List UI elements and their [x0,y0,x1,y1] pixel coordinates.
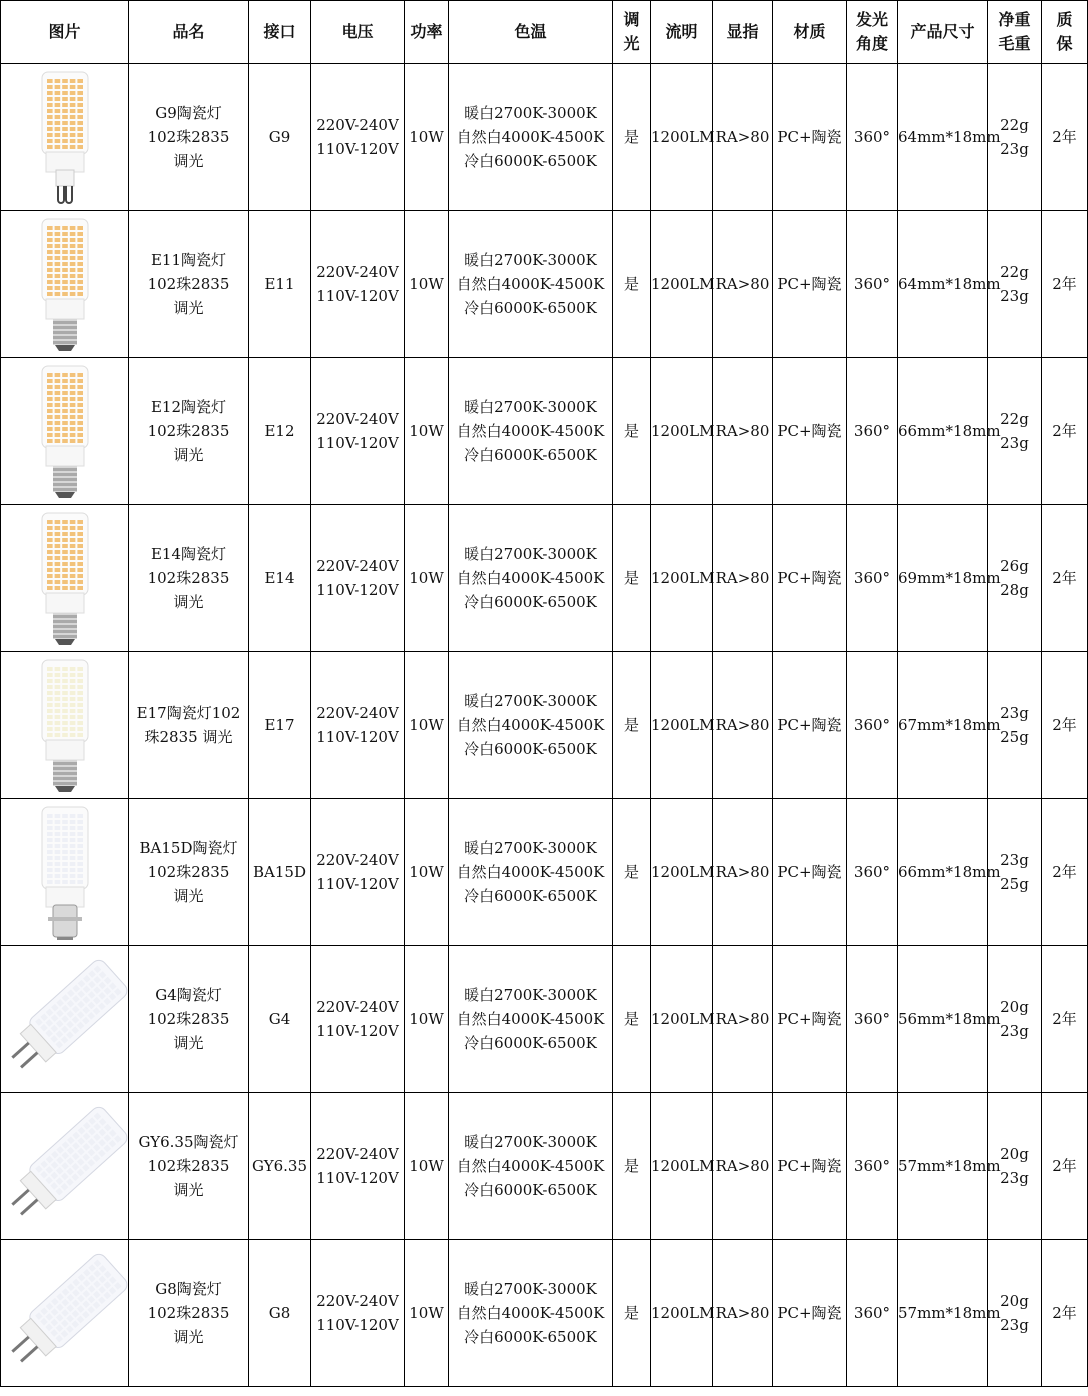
table-row [1,505,1088,652]
header-cct: 色温 [449,1,613,64]
cell-material: PC+陶瓷 [773,1240,847,1387]
cell-dim: 是 [613,211,651,358]
cell-warranty: 2年 [1042,1240,1088,1387]
cell-cri: RA>80 [713,799,773,946]
cell-image [1,358,129,505]
table-row [1,358,1088,505]
table-row [1,1240,1088,1387]
cell-base: G4 [249,946,311,1093]
cell-power: 10W [405,1093,449,1240]
cell-dim: 是 [613,1240,651,1387]
cell-warranty: 2年 [1042,652,1088,799]
cell-angle: 360° [847,358,898,505]
cell-power: 10W [405,64,449,211]
cell-dim: 是 [613,799,651,946]
cell-lumen: 1200LM [651,652,713,799]
cell-dim: 是 [613,946,651,1093]
g4-ceramic-bulb-icon [2,946,128,1092]
cell-cct: 暖白2700K-3000K 自然白4000K-4500K 冷白6000K-6500K [449,946,613,1093]
cell-warranty: 2年 [1042,505,1088,652]
header-dim: 调 光 [613,1,651,64]
cell-name: E11陶瓷灯 102珠2835 调光 [129,211,249,358]
table-row [1,799,1088,946]
cell-dim: 是 [613,505,651,652]
cell-warranty: 2年 [1042,946,1088,1093]
cell-base: G8 [249,1240,311,1387]
table-row [1,64,1088,211]
cell-cct: 暖白2700K-3000K 自然白4000K-4500K 冷白6000K-6500K [449,1093,613,1240]
cell-size: 57mm*18mm [898,1093,988,1240]
cell-voltage: 220V-240V 110V-120V [311,358,405,505]
cell-cct: 暖白2700K-3000K 自然白4000K-4500K 冷白6000K-6500K [449,211,613,358]
cell-lumen: 1200LM [651,799,713,946]
cell-voltage: 220V-240V 110V-120V [311,799,405,946]
gy635-ceramic-bulb-icon [2,1093,128,1239]
e17-ceramic-bulb-icon [2,652,128,798]
cell-voltage: 220V-240V 110V-120V [311,946,405,1093]
cell-cri: RA>80 [713,652,773,799]
table-row [1,946,1088,1093]
cell-name: BA15D陶瓷灯 102珠2835 调光 [129,799,249,946]
cell-weight: 22g 23g [988,211,1042,358]
cell-base: G9 [249,64,311,211]
cell-base: E11 [249,211,311,358]
cell-angle: 360° [847,64,898,211]
cell-voltage: 220V-240V 110V-120V [311,652,405,799]
cell-warranty: 2年 [1042,64,1088,211]
cell-base: E14 [249,505,311,652]
cell-voltage: 220V-240V 110V-120V [311,211,405,358]
cell-warranty: 2年 [1042,358,1088,505]
cell-size: 69mm*18mm [898,505,988,652]
e14-ceramic-bulb-icon [2,505,128,651]
cell-cct: 暖白2700K-3000K 自然白4000K-4500K 冷白6000K-6500K [449,64,613,211]
cell-cct: 暖白2700K-3000K 自然白4000K-4500K 冷白6000K-6500K [449,799,613,946]
cell-power: 10W [405,799,449,946]
cell-cri: RA>80 [713,64,773,211]
header-row [1,1,1088,64]
cell-material: PC+陶瓷 [773,946,847,1093]
cell-size: 57mm*18mm [898,1240,988,1387]
cell-warranty: 2年 [1042,211,1088,358]
cell-size: 66mm*18mm [898,358,988,505]
cell-name: E17陶瓷灯102 珠2835 调光 [129,652,249,799]
ba15d-ceramic-bulb-icon [2,799,128,945]
cell-warranty: 2年 [1042,1093,1088,1240]
cell-power: 10W [405,211,449,358]
cell-weight: 20g 23g [988,946,1042,1093]
cell-material: PC+陶瓷 [773,211,847,358]
cell-cct: 暖白2700K-3000K 自然白4000K-4500K 冷白6000K-6500K [449,652,613,799]
cell-angle: 360° [847,1093,898,1240]
cell-size: 67mm*18mm [898,652,988,799]
cell-name: G9陶瓷灯 102珠2835 调光 [129,64,249,211]
cell-dim: 是 [613,1093,651,1240]
cell-image [1,505,129,652]
cell-base: GY6.35 [249,1093,311,1240]
cell-material: PC+陶瓷 [773,799,847,946]
cell-lumen: 1200LM [651,211,713,358]
header-warranty: 质 保 [1042,1,1088,64]
cell-voltage: 220V-240V 110V-120V [311,505,405,652]
header-material: 材质 [773,1,847,64]
e11-ceramic-bulb-icon [2,211,128,357]
cell-base: E12 [249,358,311,505]
cell-material: PC+陶瓷 [773,652,847,799]
cell-size: 66mm*18mm [898,799,988,946]
cell-weight: 23g 25g [988,799,1042,946]
cell-cri: RA>80 [713,1093,773,1240]
header-size: 产品尺寸 [898,1,988,64]
cell-base: E17 [249,652,311,799]
cell-name: E14陶瓷灯 102珠2835 调光 [129,505,249,652]
header-base: 接口 [249,1,311,64]
cell-size: 56mm*18mm [898,946,988,1093]
cell-lumen: 1200LM [651,505,713,652]
cell-image [1,64,129,211]
cell-weight: 26g 28g [988,505,1042,652]
cell-voltage: 220V-240V 110V-120V [311,1093,405,1240]
table-row [1,211,1088,358]
cell-image [1,946,129,1093]
cell-cct: 暖白2700K-3000K 自然白4000K-4500K 冷白6000K-6500K [449,505,613,652]
cell-image [1,799,129,946]
cell-lumen: 1200LM [651,1240,713,1387]
table-row [1,1093,1088,1240]
cell-voltage: 220V-240V 110V-120V [311,1240,405,1387]
g9-ceramic-bulb-icon [2,64,128,210]
cell-cri: RA>80 [713,1240,773,1387]
cell-lumen: 1200LM [651,358,713,505]
cell-cri: RA>80 [713,946,773,1093]
cell-power: 10W [405,505,449,652]
cell-material: PC+陶瓷 [773,64,847,211]
g8-ceramic-bulb-icon [2,1240,128,1386]
header-voltage: 电压 [311,1,405,64]
cell-material: PC+陶瓷 [773,1093,847,1240]
cell-power: 10W [405,1240,449,1387]
e12-ceramic-bulb-icon [2,358,128,504]
cell-material: PC+陶瓷 [773,358,847,505]
cell-angle: 360° [847,946,898,1093]
cell-image [1,652,129,799]
header-image: 图片 [1,1,129,64]
cell-angle: 360° [847,211,898,358]
cell-name: G8陶瓷灯 102珠2835 调光 [129,1240,249,1387]
cell-name: G4陶瓷灯 102珠2835 调光 [129,946,249,1093]
cell-warranty: 2年 [1042,799,1088,946]
cell-weight: 20g 23g [988,1093,1042,1240]
header-weight: 净重 毛重 [988,1,1042,64]
cell-angle: 360° [847,505,898,652]
cell-cri: RA>80 [713,358,773,505]
cell-weight: 22g 23g [988,64,1042,211]
header-name: 品名 [129,1,249,64]
cell-weight: 23g 25g [988,652,1042,799]
cell-material: PC+陶瓷 [773,505,847,652]
cell-size: 64mm*18mm [898,211,988,358]
cell-lumen: 1200LM [651,1093,713,1240]
table-row [1,652,1088,799]
cell-base: BA15D [249,799,311,946]
cell-size: 64mm*18mm [898,64,988,211]
header-lumen: 流明 [651,1,713,64]
cell-power: 10W [405,358,449,505]
cell-image [1,211,129,358]
cell-cri: RA>80 [713,505,773,652]
cell-lumen: 1200LM [651,64,713,211]
header-power: 功率 [405,1,449,64]
cell-dim: 是 [613,652,651,799]
cell-name: E12陶瓷灯 102珠2835 调光 [129,358,249,505]
cell-voltage: 220V-240V 110V-120V [311,64,405,211]
cell-power: 10W [405,652,449,799]
cell-weight: 22g 23g [988,358,1042,505]
header-cri: 显指 [713,1,773,64]
cell-cct: 暖白2700K-3000K 自然白4000K-4500K 冷白6000K-6500K [449,1240,613,1387]
cell-cri: RA>80 [713,211,773,358]
cell-lumen: 1200LM [651,946,713,1093]
cell-angle: 360° [847,799,898,946]
cell-angle: 360° [847,652,898,799]
cell-image [1,1240,129,1387]
header-angle: 发光 角度 [847,1,898,64]
cell-name: GY6.35陶瓷灯 102珠2835 调光 [129,1093,249,1240]
cell-dim: 是 [613,64,651,211]
cell-image [1,1093,129,1240]
cell-power: 10W [405,946,449,1093]
cell-dim: 是 [613,358,651,505]
cell-angle: 360° [847,1240,898,1387]
cell-weight: 20g 23g [988,1240,1042,1387]
cell-cct: 暖白2700K-3000K 自然白4000K-4500K 冷白6000K-6500K [449,358,613,505]
